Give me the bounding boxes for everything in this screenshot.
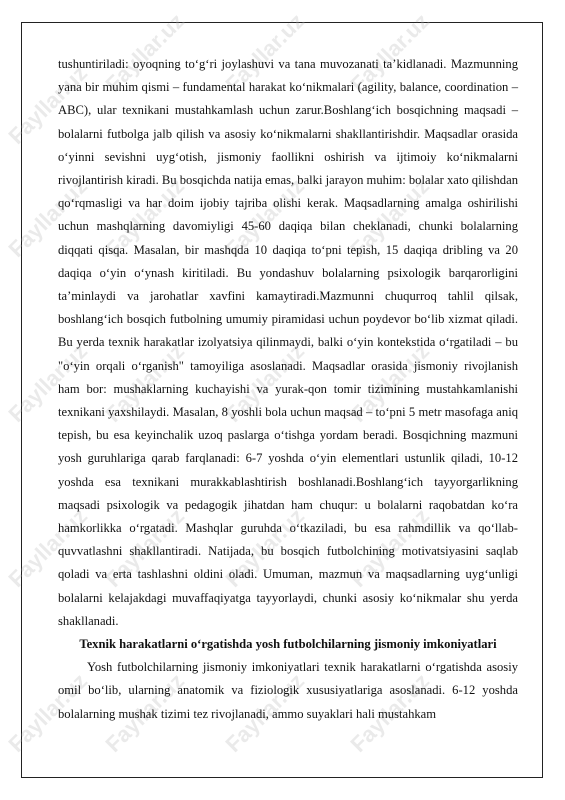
document-body [58, 53, 518, 726]
watermark: Fayllar.uz [220, 503, 310, 592]
watermark: Fayllar.uz [100, 8, 190, 97]
watermark: Fayllar.uz [345, 503, 435, 592]
section-heading: Texnik harakatlarni o‘rgatishda yosh futbolchilarning jismoniy imkoniyatlari [79, 637, 497, 652]
watermark: Fayllar.uz [100, 338, 190, 427]
watermark: Fayllar.uz [220, 338, 310, 427]
watermark: Fayllar.uz [220, 173, 310, 262]
watermark: Fayllar.uz [3, 60, 93, 149]
body-paragraph: tushuntiriladi: oyoqning to‘g‘ri joylashuvi va tana muvozanati ta’kidlanadi. Mazmunning yana bir muhim qismi – fundamental harakat ko‘nikmalari (agility, balance, coordination – ABC), ular texnikani mustahkamlash uchun zarur.Boshlang‘ich bosqichning maqsadi – bolalarni futbolga jalb qilish va asosiy ko‘nikmalarni shakllantirishdir. Maqsadlar orasida o‘yinni sevishni uyg‘otish, jismoniy faollikni oshirish va ijtimoiy ko‘nikmalarni rivojlantirish kiradi. Bu bosqichda natija emas, balki jarayon muhim: bolalar xato qilishdan qo‘rqmasligi va har doim ijobiy tajriba olishi kerak. Maqsadlarning amalga oshirilishi uchun mashqlarning davomiyligi 45-60 daqiqa bilan cheklanadi, chunki bolalarning diqqati qisqa. Masalan, bir mashqda 10 daqiqa to‘pni tepish, 15 daqiqa dribling va 20 daqiqa o‘yin o‘ynash kiritiladi. Bu yondashuv bolalarning psixologik barqarorligini ta’minlaydi va jarohatlar xavfini kamaytiradi.Mazmunni chuqurroq tahlil qilsak, boshlang‘ich bosqich futbolning umumiy piramidasi uchun poydevor bo‘lib xizmat qiladi. Bu yerda texnik harakatlar izolyatsiya qilinmaydi, balki o‘yin kontekstida o‘rgatiladi – bu "o‘yin orqali o‘rganish" tamoyiliga asoslanadi. Maqsadlar orasida jismoniy rivojlanish ham bor: mushaklarning kuchayishi va yurak-qon tomir tizimining mustahkamlanishi texnikani yaxshilaydi. Masalan, 8 yoshli bola uchun maqsad – to‘pni 5 metr masofaga aniq tepish, bu esa keyinchalik uzoq paslarga o‘tishga yordam beradi. Bosqichning mazmuni yosh guruhlariga qarab farqlanadi: 6-7 yoshda o‘yin elementlari ustunlik qiladi, 10-12 yoshda esa texnikani murakkablashtirish boshlanadi.Boshlang‘ich tayyorgarlikning maqsadi psixologik va pedagogik jihatdan ham chuqur: u bolalarni raqobatdan ko‘ra hamkorlikka o‘rgatadi. Mashqlar guruhda o‘tkaziladi, bu esa rahmdillik va qo‘llab-quvvatlashni shakllantiradi. Natijada, bu bosqich futbolchining motivatsiyasini saqlab qoladi va erta tashlashni oldini oladi. Umuman, mazmun va maqsadlarning uyg‘unligi bolalarni kelajakdagi muvaffaqiyatga tayyorlaydi, chunki asosiy ko‘nikmalar shu yerda shakllanadi. [58, 57, 518, 628]
watermark: Fayllar.uz [345, 668, 435, 757]
watermark: Fayllar.uz [3, 503, 93, 592]
watermark: Fayllar.uz [345, 338, 435, 427]
watermark: Fayllar.uz [100, 173, 190, 262]
watermark: Fayllar.uz [3, 338, 93, 427]
watermark: Fayllar.uz [3, 668, 93, 757]
body-paragraph: Yosh futbolchilarning jismoniy imkoniyatlari texnik harakatlarni o‘rgatishda asosiy omil bo‘lib, ularning anatomik va fiziologik xususiyatlariga asoslanadi. 6-12 yoshda bolalarning mushak tizimi tez rivojlanadi, ammo suyaklari hali mustahkam [58, 660, 518, 721]
watermark: Fayllar.uz [3, 173, 93, 262]
watermark: Fayllar.uz [100, 503, 190, 592]
watermark: Fayllar.uz [220, 8, 310, 97]
watermark: Fayllar.uz [345, 8, 435, 97]
watermark: Fayllar.uz [100, 668, 190, 757]
watermark: Fayllar.uz [345, 173, 435, 262]
watermark: Fayllar.uz [220, 668, 310, 757]
